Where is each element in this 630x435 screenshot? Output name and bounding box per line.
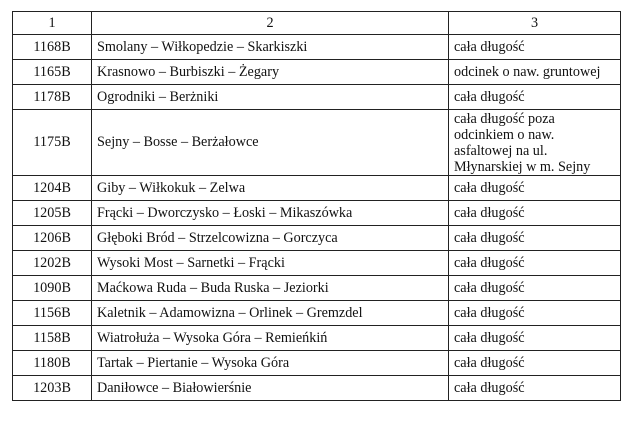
road-extent: cała długość — [449, 201, 621, 226]
road-extent: cała długość — [449, 326, 621, 351]
column-header-2: 2 — [92, 12, 449, 35]
road-number: 1206B — [13, 226, 92, 251]
road-route: Sejny – Bosse – Berżałowce — [92, 110, 449, 176]
table-row — [13, 276, 621, 301]
road-extent: cała długość — [449, 35, 621, 60]
road-route: Giby – Wiłkokuk – Zelwa — [92, 176, 449, 201]
column-header-1: 1 — [13, 12, 92, 35]
road-extent: odcinek o naw. gruntowej — [449, 60, 621, 85]
road-route: Wiatrołuża – Wysoka Góra – Remieńkiń — [92, 326, 449, 351]
table-row — [13, 226, 621, 251]
table-row — [13, 176, 621, 201]
road-route: Smolany – Wiłkopedzie – Skarkiszki — [92, 35, 449, 60]
road-number: 1204B — [13, 176, 92, 201]
road-extent: cała długość — [449, 351, 621, 376]
road-number: 1205B — [13, 201, 92, 226]
table-row — [13, 60, 621, 85]
table-row — [13, 326, 621, 351]
road-number: 1202B — [13, 251, 92, 276]
table-row — [13, 110, 621, 176]
road-number: 1178B — [13, 85, 92, 110]
road-route: Frącki – Dworczysko – Łoski – Mikaszówka — [92, 201, 449, 226]
road-extent: cała długość poza odcinkiem o naw. asfaltowej na ul. Młynarskiej w m. Sejny — [449, 110, 621, 176]
roads-table — [12, 11, 621, 401]
road-route: Wysoki Most – Sarnetki – Frącki — [92, 251, 449, 276]
table-row — [13, 85, 621, 110]
road-extent: cała długość — [449, 276, 621, 301]
road-number: 1168B — [13, 35, 92, 60]
road-number: 1158B — [13, 326, 92, 351]
road-route: Daniłowce – Białowierśnie — [92, 376, 449, 401]
road-number: 1175B — [13, 110, 92, 176]
table-row — [13, 351, 621, 376]
road-extent: cała długość — [449, 376, 621, 401]
road-extent: cała długość — [449, 226, 621, 251]
road-extent: cała długość — [449, 251, 621, 276]
table-row — [13, 376, 621, 401]
road-number: 1180B — [13, 351, 92, 376]
table-row — [13, 301, 621, 326]
road-route: Ogrodniki – Berżniki — [92, 85, 449, 110]
column-header-3: 3 — [449, 12, 621, 35]
road-route: Krasnowo – Burbiszki – Żegary — [92, 60, 449, 85]
road-route: Kaletnik – Adamowizna – Orlinek – Gremzdel — [92, 301, 449, 326]
road-number: 1156B — [13, 301, 92, 326]
road-extent: cała długość — [449, 301, 621, 326]
road-number: 1203B — [13, 376, 92, 401]
header-row — [13, 12, 621, 35]
table-row — [13, 251, 621, 276]
road-number: 1090B — [13, 276, 92, 301]
table-row — [13, 201, 621, 226]
road-route: Tartak – Piertanie – Wysoka Góra — [92, 351, 449, 376]
table-row — [13, 35, 621, 60]
road-number: 1165B — [13, 60, 92, 85]
road-route: Głęboki Bród – Strzelcowizna – Gorczyca — [92, 226, 449, 251]
road-extent: cała długość — [449, 176, 621, 201]
road-route: Maćkowa Ruda – Buda Ruska – Jeziorki — [92, 276, 449, 301]
road-extent: cała długość — [449, 85, 621, 110]
